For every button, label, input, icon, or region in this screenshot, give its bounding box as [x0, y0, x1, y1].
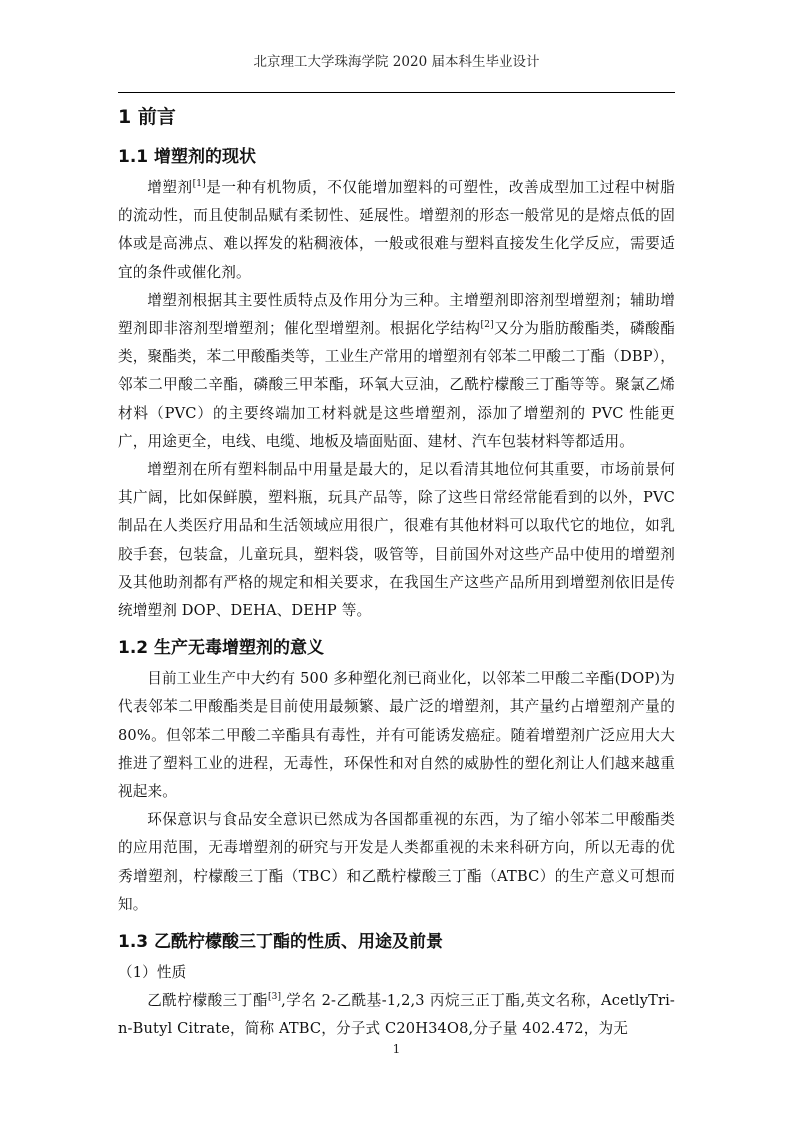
section-title: 1.2 生产无毒增塑剂的意义 [118, 638, 325, 659]
citation: [2] [480, 320, 494, 331]
paragraph: 增塑剂在所有塑料制品中用量是最大的，足以看清其地位何其重要，市场前景何其广阔，比如保鲜膜，塑料瓶，玩具产品等，除了这些日常经常能看到的以外，PVC 制品在人类医疗用品和生活领域应用很广，很难有其他材料可以取代它的地位，如乳胶手套，包装盒，儿童玩具，塑料袋，吸管等，目前国外对这些产品中使用的增塑剂及其他助剂都有严格的规定和相关要求，在我国生产这些产品所用到增塑剂依旧是传统增塑剂 DOP、DEHA、DEHP 等。 [118, 461, 675, 620]
section-title: 1.3 乙酰柠檬酸三丁酯的性质、用途及前景 [118, 932, 444, 953]
page-content [118, 104, 675, 1044]
header-text: 北京理工大学珠海学院 2020 届本科生毕业设计 [253, 54, 540, 70]
paragraph: 目前工业生产中大约有 500 多种塑化剂已商业化，以邻苯二甲酸二辛酯(DOP)为代表邻苯二甲酸酯类是目前使用最频繁、最广泛的增塑剂，其产量约占增塑剂产量的 80%。但邻苯二甲酸二辛酯具有毒性，并有可能诱发癌症。随着增塑剂广泛应用大大推进了塑料工业的进程，无毒性，环保性和对自然的威胁性的塑化剂让人们越来越重视起来。 [118, 670, 675, 801]
paragraph: 增塑剂根据其主要性质特点及作用分为三种。主增塑剂即溶剂型增塑剂；辅助增塑剂即非溶剂型增塑剂；催化型增塑剂。根据化学结构[2]又分为脂肪酸酯类，磷酸酯类，聚酯类，苯二甲酸酯类等，工业生产常用的增塑剂有邻苯二甲酸二丁酯（DBP），邻苯二甲酸二辛酯，磷酸三甲苯酯，环氧大豆油，乙酰柠檬酸三丁酯等等。聚氯乙烯材料（PVC）的主要终端加工材料就是这些增塑剂，添加了增塑剂的 PVC 性能更广，用途更全，电线、电缆、地板及墙面贴面、建材、汽车包装材料等都适用。 [118, 291, 675, 450]
paragraph: 增塑剂[1]是一种有机物质，不仅能增加塑料的可塑性，改善成型加工过程中树脂的流动性，而且使制品赋有柔韧性、延展性。增塑剂的形态一般常见的是熔点低的固体或是高沸点、难以挥发的粘稠液体，一般或很难与塑料直接发生化学反应，需要适宜的条件或催化剂。 [118, 179, 675, 281]
paragraph: 乙酰柠檬酸三丁酯[3],学名 2-乙酰基-1,2,3 丙烷三正丁酯,英文名称，AcetlyTri-n-Butyl Citrate，简称 ATBC，分子式 C20H34O8,分子量 402.472，为无 [118, 992, 675, 1038]
paragraph: 环保意识与食品安全意识已然成为各国都重视的东西，为了缩小邻苯二甲酸酯类的应用范围，无毒增塑剂的研究与开发是人类都重视的未来科研方向，所以无毒的优秀增塑剂，柠檬酸三丁酯（TBC）和乙酰柠檬酸三丁酯（ATBC）的生产意义可想而知。 [118, 811, 675, 913]
section-title: 1.1 增塑剂的现状 [118, 147, 257, 167]
page-number: 1 [392, 1042, 401, 1056]
citation: [1] [192, 179, 206, 190]
citation: [3] [267, 992, 282, 1003]
chapter-title: 1 前言 [118, 106, 176, 128]
subheading: （1）性质 [118, 964, 187, 982]
page-header [118, 54, 675, 93]
